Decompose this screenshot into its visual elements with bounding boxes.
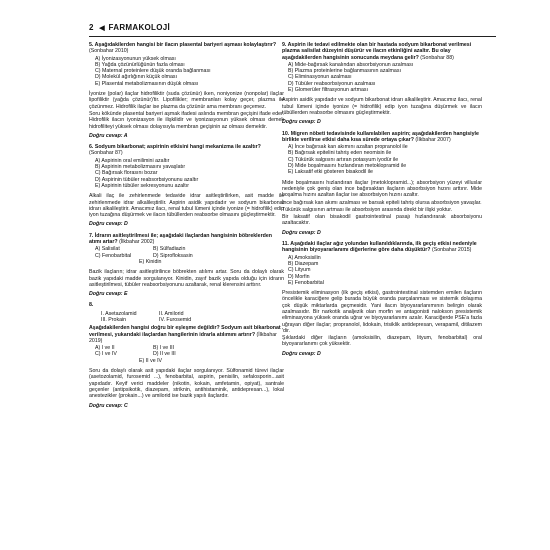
page-header xyxy=(89,23,170,32)
explanation-paragraph: Bazik ilaçların; idrar asitleştirilince böbrekten atılımı artar. Soru da dolaylı olarak bazik yapıdaki madde sorgulanıyor. Kinidin, zayıf bazik yapıda olduğu için idrarın asitleştirilmesi, tübüler reabsorbsiyonunu azaltarak, renal klerensini arttırır. xyxy=(89,269,284,288)
question-source: (İlkbahar 2007) xyxy=(415,136,451,143)
spacer xyxy=(282,176,482,179)
correct-answer: Doğru cevap: A xyxy=(89,132,128,139)
answer-option: A) Amoksisilin xyxy=(288,254,321,261)
question-text: 7. İdrarın asitleştirilmesi ile; aşağıdaki ilaçlardan hangisinin böbreklerden atımı artar? xyxy=(89,232,272,246)
answer-option: E) Plasental metabolizmasının düşük olması xyxy=(95,80,199,87)
question-stem xyxy=(89,42,284,55)
question-block xyxy=(89,233,284,298)
correct-answer: Doğru cevap: D xyxy=(282,350,321,357)
question-text: 9. Aspirin ile tedavi edilmekte olan bir hastada sodyum bikarbonat verilmesi plazma salisilat düzeyini düşürür ve ilacın etkinliğini azaltır. Bu olay aşağıdakilerden hangisinin sonucunda meydana gelir? xyxy=(282,42,472,61)
answer-option: E) Laksatif etki gösteren bisakodil ile xyxy=(288,169,373,176)
answer-option: C) Maternal proteinlere düşük oranda bağlanması xyxy=(95,68,211,75)
answer-option: C) I ve IV xyxy=(95,351,117,358)
explanation-paragraph: Alkali ilaç ile zehirlenmede tedavide idrar asitleştirilirken, asit madde ile zehirlenmede idrar alkalileştirilir. Aspirin asidik yapıdadır ve sodyum bikarbonat idrarı alkalileştirir. Amacımız ilacı, renal tubul lümeni içinde iyonize (= hidrofilik) edip iyon tuzağına düşürmek ve ilacın tübüllerden reabsorbe olmasını güçleştirmektir. xyxy=(89,193,284,219)
question-stem xyxy=(89,302,284,308)
answer-option: B) Yağda çözünürlüğünün fazla olması xyxy=(95,61,185,68)
question-text: 11. Aşağıdaki ilaçlar ağız yolundan kullanıldıklarında, ilk geçiş etkisi nedeniyle hangisinin biyoyararlanımı diğerlerine göre daha düşüktür? xyxy=(282,241,477,254)
question-block xyxy=(282,131,482,236)
answer-option: A) İyonizasyonunun yüksek olması xyxy=(95,55,176,62)
right-column xyxy=(282,42,482,362)
question-stem xyxy=(282,131,482,144)
answer-option: E) Fenobarbital xyxy=(288,279,324,286)
roman-row xyxy=(101,317,284,323)
question-text: Aşağıdakilerden hangisi doğru bir eşleşme değildir? Sodyum asit bikarbonat verilmesi, yukarıdaki ilaçlardan hangilerinin idrarla atılımını artırır? xyxy=(89,325,281,338)
question-source: (İlkbahar 2002) xyxy=(119,239,155,246)
spacer xyxy=(282,93,482,96)
answer-option: E) Kinidin xyxy=(139,258,162,265)
spacer xyxy=(89,87,284,90)
answer-option: D) Aspirinin tübüler reabsorbsiyonunu azaltır xyxy=(95,176,199,183)
answer-option: B) Sülfadiazin xyxy=(153,246,186,253)
question-source: (Sonbahar 2015) xyxy=(431,247,472,254)
answer-option: B) Bağırsak epitelini tahriş eden neomisin ile xyxy=(288,150,392,157)
question-source: (Sonbahar 88) xyxy=(420,54,454,61)
question-stem xyxy=(89,233,284,246)
answer-option: A) Salisilat xyxy=(95,246,120,253)
answer-option: C) Fenobarbital xyxy=(95,252,132,259)
spacer xyxy=(89,364,284,367)
answer-option: D) Morfin xyxy=(288,273,310,280)
roman-item: IV. Furosemid xyxy=(159,316,192,323)
explanation-paragraph: Presistemik eliminasyon (ilk geçiş etkisi), gastrointestinal sistemden emilen ilaçların öncelikle karaciğere gelip burada büyük oranda parçalanması ve sistemik dolaşıma çok düşük miktarlarda geçmesidir. Yani ilacın biyoyararlanımının belirgin olarak azalmasıdır. Bir narkotik analjezik olan morfin ve antagonisti nalokson presistemik eliminasyona yüksek oranda uğrar ve biyoyararlanımı azalır. Karaciğerde PSE'a fazla uğrayan diğer ilaçlar; propranolol, lidokain, trisiklik antidepresan, verapamil, ditilazem 'dir. xyxy=(282,290,482,334)
answer-option: E) II ve IV xyxy=(139,357,163,364)
explanation-paragraph: Soru kökünde plasental bariyeri aşmak ifadesi aslında membran geçişini ifade eder. Hidrofilik ilacın iyonizasyon ile ilişkilidir ve iyonizasyonun yüksek olması demek hidrofiliteyi yüksek olması dolayısıyla membran geçişinin az olması demektir. xyxy=(89,110,284,130)
answer-option: C) Bağırsak florasını bozar xyxy=(95,170,158,177)
answer-option: D) II ve III xyxy=(153,351,176,358)
answer-option: D) Mide boşalmasını hızlandıran metoklopramid ile xyxy=(288,163,407,170)
question-text: 5. Aşağıdakilerden hangisi bir ilacın plasental bariyeri aşması kolaylaştırır? xyxy=(89,42,277,48)
answer-option: E) Glomerüler filtrasyonun artması xyxy=(288,87,368,94)
question-block xyxy=(89,144,284,228)
question-block xyxy=(282,42,482,126)
answer-option: D) Siprofloksasin xyxy=(153,252,193,259)
page-number: 2 xyxy=(89,23,94,32)
explanation-paragraph: Mide boşalmasını hızlandıran ilaçlar (metoklopramid...); absorbsiyon yüzeyi villuslar nedeniyle çok geniş olan ince bağırsaktan ilaçların absorbsiyon hızını arttırır. Mide boşalma hızını azaltan ilaçlar ise absorbsiyon hızını azaltır. xyxy=(282,179,482,199)
left-column xyxy=(89,42,284,414)
answer-option: A) Aspirinin oral emilimini azaltır xyxy=(95,157,170,164)
answer-option: B) Aspirinin metabolizmasını yavaşlatır xyxy=(95,164,186,171)
answer-option: C) Eliminasyonun azalması xyxy=(288,74,352,81)
spacer xyxy=(89,189,284,192)
question-text: 10. Migren nöbeti tedavisinde kullanılabilen aspirin; aşağıdakilerden hangisiyle birlikte verilirse etkisi daha kısa sürede ortaya çıkar? xyxy=(282,130,479,143)
answer-option: D) Tübüler reabsorbsiyonun azalması xyxy=(288,80,376,87)
spacer xyxy=(89,265,284,268)
question-block xyxy=(89,302,284,408)
answer-option: C) Tükürük salgısını artıran potasyum iyodür ile xyxy=(288,156,399,163)
spacer xyxy=(282,286,482,289)
explanation-paragraph: Aspirin asidik yapıdadır ve sodyum bikarbonat idrarı alkalileştirir. Amacımız ilacı, renal tubul lümeni içinde iyonize (= hidrofilik) edip iyon tuzağına düşürmek ve ilacın tübüllerden reabsorbe olmasını güçleştirmektir. xyxy=(282,97,482,116)
explanation-paragraph: Tükürük salgısının artması ile absorbsiyon arasında direkt bir ilişki yoktur. xyxy=(282,206,453,213)
question-stem xyxy=(282,42,482,61)
question-source: (İlkbahar 2019) xyxy=(89,331,277,344)
answer-option: C) Lityum xyxy=(288,267,311,274)
correct-answer: Doğru cevap: E xyxy=(89,291,128,298)
question-source: (Sonbahar 87) xyxy=(89,150,123,157)
answer-option: E) Aspirinin tübüler sekresyonunu azaltır xyxy=(95,182,189,189)
answer-option: A) Mide-bağırsak kanalından absorbsiyonun azalması xyxy=(288,61,414,68)
correct-answer: Doğru cevap: D xyxy=(282,119,321,126)
explanation-paragraph: Şıklardaki diğer ilaçların (amoksisilin, diazepam, lityum, fenobarbital) oral biyoyararlanımı çok yüksektir. xyxy=(282,335,482,348)
explanation-paragraph: İyonize (polar) ilaçlar hidrofiliktir (suda çözünür) iken, noniyonize (nonpolar) ilaçlar lipofiliktir (yağda çözünür)'tir. Lipofilikler; membranları kolay geçer, plazma ile çözünmez. Hidrofilik ilaçlar ise plazma da çözünür ama membranı geçemez. xyxy=(89,91,284,110)
correct-answer: Doğru cevap: C xyxy=(89,402,128,409)
chapter-title: FARMAKOLOJİ xyxy=(108,23,171,32)
answer-option: A) İnce bağırsak kan akımını azaltan propranolol ile xyxy=(288,144,408,151)
question-stem xyxy=(282,241,482,254)
roman-list xyxy=(95,311,284,324)
question-block xyxy=(89,42,284,139)
question-stem-2 xyxy=(89,325,284,344)
roman-item: I. Asetazolamid xyxy=(101,310,137,317)
left-arrow-icon: ◀ xyxy=(99,25,105,32)
explanation-paragraph: İnce bağırsak kan akımı azalması ve barsak epiteli tahriş olursa absorbsiyon yavaşlar. xyxy=(282,199,482,206)
question-text: 6. Sodyum bikarbonat; aspirinin etkisini hangi mekanizma ile azaltır? xyxy=(89,144,261,151)
correct-answer: Doğru cevap: D xyxy=(89,221,128,228)
answer-option: B) I ve III xyxy=(153,345,175,352)
answer-option: D) Molekül ağırlığının küçük olması xyxy=(95,74,177,81)
question-text: 8. xyxy=(89,302,94,309)
header-rule xyxy=(89,36,496,37)
correct-answer: Doğru cevap: D xyxy=(282,229,321,236)
question-block xyxy=(282,241,482,357)
question-stem xyxy=(89,144,284,157)
question-source: (Sonbahar 2010) xyxy=(89,48,129,55)
roman-item: III. Prokain xyxy=(101,316,127,323)
explanation-paragraph: Soru da dolaylı olarak asit yapıdaki ilaçlar sorgulanıyor. Sülfonamid türevi ilaçlar (asetozolamid, furosemid ...), fenobarbital, aspirin, penisilin, sefalosporin...asit yapıdadır. Keyif verici maddeler (nikotin, kokain, amfetamin, opiyat), santrale geçenler (antipsikotik, diazepam, striknin, antihistaminik, antidepresan...), lokal anestezikler (prokain...) ve amilorid ise bazik yapılı ilaçlardır. xyxy=(89,368,284,400)
explanation-paragraph: Bir laksatif olan bisakodil gastrointestinal pasajı hızlandırarak absorbsiyonu azaltacaktır. xyxy=(282,214,482,227)
roman-item: II. Amilorid xyxy=(159,310,184,317)
answer-option: A) I ve II xyxy=(95,345,115,352)
answer-option: B) Diazepam xyxy=(288,260,319,267)
answer-option: B) Plazma proteinlerine bağlanmasının azalması xyxy=(288,68,401,75)
